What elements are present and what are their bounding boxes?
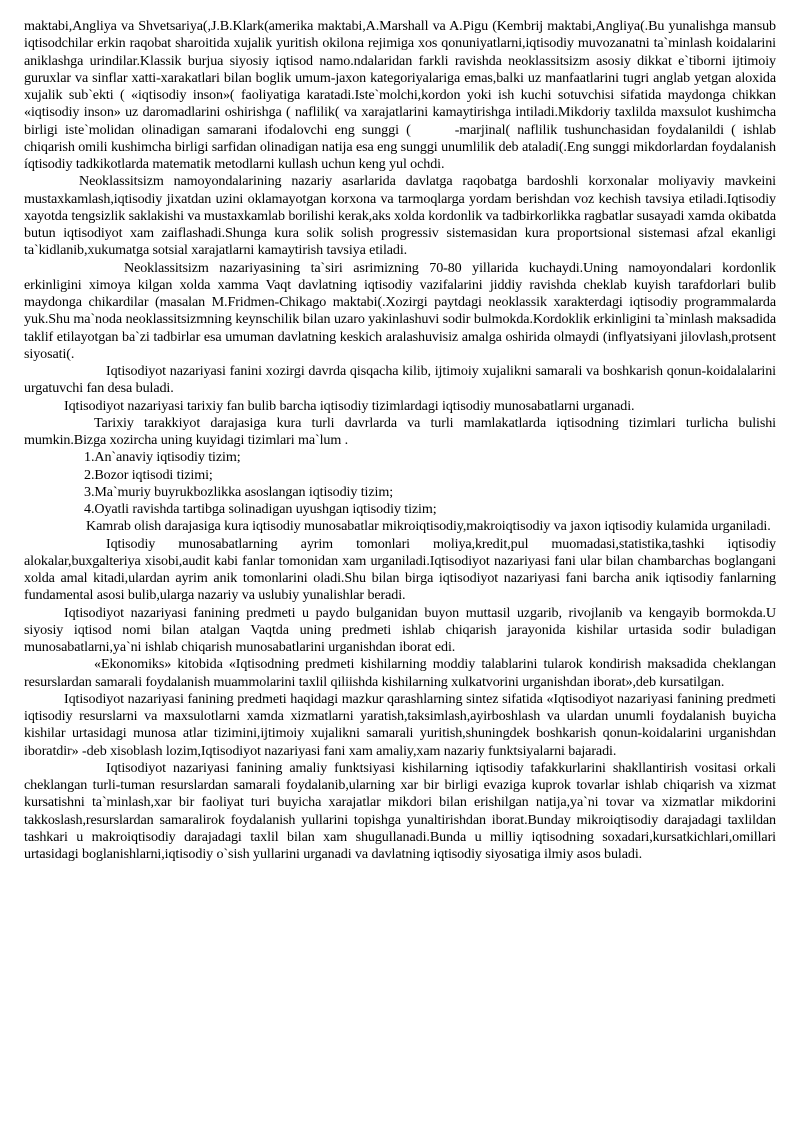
- paragraph-definition: Iqtisodiyot nazariyasi fanini xozirgi davrda qisqacha kilib, ijtimoiy xujalikni samarali va boshkarish qonun-koidalalarini urgatuvchi fan desa buladi.: [24, 363, 776, 397]
- list-item: 1.An`anaviy iqtisodiy tizim;: [84, 449, 241, 466]
- document-page: [24, 18, 776, 863]
- list-item: 4.Oyatli ravishda tartibga solinadigan uyushgan iqtisodiy tizim;: [84, 501, 437, 517]
- paragraph-neoclassical-schools: [24, 18, 776, 173]
- list-item: 2.Bozor iqtisodi tizimi;: [84, 466, 213, 483]
- paragraph-economics-book: «Ekonomiks» kitobida «Iqtisodning predmeti kishilarning moddiy talablarini tularok kondirish maksadida cheklangan resurslardan samarali foydalanish muammolarini taxlil qiliishda kishilarning xulkatvorini urganishdan iborat»,deb kursatilgan.: [24, 656, 776, 690]
- paragraph-subject-synthesis: Iqtisodiyot nazariyasi fanining predmeti haqidagi mazkur qarashlarning sintez sifatida «Iqtisodiyot nazariyasi fanining predmeti iqtisodiy resurslarni va maxsulotlarni xamda xizmatlarni yaratish,taksimlash,ayirboshlash va ulardan unumli foydalanish buyicha kishilar urtasidagi munosa atlar tizimini,ijtimoiy xujalikni samarali yuritish,shuningdek boshkarish qonun-koidalarini urganishdan iboratdir» -deb xisoblash lozim,Iqtisodiyot nazariyasi fani xam amaliy,xam nazariy funktsiyalarni bajaradi.: [24, 690, 776, 759]
- paragraph-text: maktabi,Angliya va Shvetsariya(,J.B.Klark(amerika maktabi,A.Marshall va A.Pigu (Kembrij maktabi,Angliya(.Bu yunalishga mansub iqtisodchilar erkin raqobat sharoitida xujalik yuritish okilona rejimiga xos qonuniyatlarni,iqtisodiy muvozanatni ta`minlash koidalarini aniklashga urindilar.Klassik burjua siyosiy iqtisod namo.ndalaridan farkli ravishda neoklassitsizm asosiy dikkat e`tiborni ijtimoiy guruxlar va sinflar xatti-xarakatlari bilan boglik umum-jaxon kategoriyalariga emas,balki uz manfaatlarini tugri anglab yetgan aloxida xujalik sub`ekti ( «iqtisodiy inson»( faoliyatiga karatadi.Iste`molchi,kordon yoki ish kuchi sotuvchisi sifatida maydonga chikkan «iqtisodiy inson» uz daromadlarini oshirishga ( naflilik( va xarajatlarini kamaytirishga intiladi.Mikdoriy taxlilda maxsulot kushimcha birligi iste`molidan olinadigan samarani ifodalovchi eng sunggi (: [24, 18, 776, 138]
- paragraph-related-sciences: Iqtisodiy munosabatlarning ayrim tomonlari moliya,kredit,pul muomadasi,statistika,tashki iqtisodiy alokalar,buxgalteriya xisobi,audit kabi fanlar tomonidan xam urganiladi.Iqtisodiyot nazariyasi fani ular bilan chambarchas boglangani xolda amal kitadi,ulardan ayrim anik tomonlarini oladi.Shu bilan birga iqtisodiyot nazariyasi fani barcha anik iqtisodiy fanlarning fundamental asosi bulib,ularga nazariy va uslubiy yunalishlar beradi.: [24, 535, 776, 604]
- paragraph-neoclassical-influence: Neoklassitsizm nazariyasining ta`siri asrimizning 70-80 yillarida kuchaydi.Uning namoyondalari kordonlik erkinligini ximoya kilgan xolda xamma Vaqt davlatning iqtisodiy vazifalarini jiddiy ravishda cheklab kuyish tarafdorlari bulib maydonga chikardilar (masalan M.Fridmen-Chikago maktabi(.Xozirgi paytdagi neoklassik xarakterdagi iqtisodiy programmalarda yuk.Shu ma`noda neoklassitsizmning keynschilik bilan uzaro yakinlashuvi sodir bulmokda.Kordoklik erkinligini ta`minlash maksadida taklif etilayotgan ba`zi tadbirlar esa umuman davlatning keskich aralashuvisiz amalga oshirida olmaydi (inflyatsiyani jilovlash,protsent siyosati(.: [24, 259, 776, 362]
- paragraph-text: -marjinal( naflilik tushunchasidan foydalanildi ( ishlab chiqarish omili kushimcha birligi sarfidan olinadigan natija esa eng sunggi unumlilik deb ataladi(.Eng sunggi mikdorlardan foydalanish íqtisodiy tadkikotlarda matematik metodlarni kullash uchun keng yul ochdi.: [24, 121, 776, 172]
- paragraph-practical-function: Iqtisodiyot nazariyasi fanining amaliy funktsiyasi kishilarning iqtisodiy tafakkurlarini shakllantirish vositasi orkali cheklangan turli-tuman resurslardan samarali foydalanib,ularning xar bir birligi evaziga kuprok tovarlar ishlab chiqarish va xizmat kursatishni ta`minlash,xar bir faoliyat turi buyicha xarajatlar mikdori bilan erishilgan natija,ya`ni tovar va xizmatlar mikdorini takkoslash,resurslardan samaralirok foydalanish yullarini topishga yunaltirishdan iborat.Bunday mikroiqtisodiy darajadagi taxlildan tashkari u makroiqtisodiy darajadagi taxlil bilan xam shugullanadi.Bunda u milliy iqtisodning soxadari,kursatkichlari,omillari urtasidagi boglanishlarni,iqtisodiy o`sish yullarini urganadi va davlatning iqtisodiy siyosatiga ilmiy asos buladi.: [24, 759, 776, 862]
- paragraph-historical-science: Iqtisodiyot nazariyasi tarixiy fan bulib barcha iqtisodiy tizimlardagi iqtisodiy munosabatlarni urganadi.: [64, 397, 635, 414]
- paragraph-neoclassical-state: Neoklassitsizm namoyondalarining nazariy asarlarida davlatga raqobatga bardoshli korxonalar moliyaviy mavkeini mustaxkamlash,iqtisodiy jixatdan uzini oklamayotgan korxona va tarmoqlarga yordam berishdan voz kechish tavsiya etiladi.Iqtisodiy xayotda tengsizlik saklakishi va mustaxkamlab borilishi kerak,aks xolda kordonlik va tadbirkorlikka ragbatlar susayadi xamda okibatda butun iqtisodiyot xam zaiflashadi.Shunga kura solik solish progressiv sistemasidan kura proportsional sistemasi afzal ekanligi ta`kidlanib,xukumatga sotsial xarajatlarni kamaytirish tavsiya etiladi.: [24, 173, 776, 259]
- paragraph-economic-systems: Tarixiy tarakkiyot darajasiga kura turli davrlarda va turli mamlakatlarda iqtisodning tizimlari turlicha bulishi mumkin.Bizga xozircha uning kuyidagi tizimlari ma`lum .: [24, 414, 776, 448]
- list-item: 3.Ma`muriy buyrukbozlikka asoslangan iqtisodiy tizim;: [84, 483, 394, 500]
- paragraph-scope: Kamrab olish darajasiga kura iqtisodiy munosabatlar mikroiqtisodiy,makroiqtisodiy va jaxon iqtisodiy kulamida urganiladi.: [86, 518, 771, 535]
- paragraph-subject-history: Iqtisodiyot nazariyasi fanining predmeti u paydo bulganidan buyon muttasil uzgarib, rivojlanib va kengayib bormokda.U siyosiy iqtisod nomi bilan atalgan Vaqtda uning predmeti ishlab chiqarish jarayonida kishilar urtasida sodir buladigan munosabatlarni,ya`ni ishlab chiqarish munosabatlarini urganishdan iborat edi.: [24, 604, 776, 655]
